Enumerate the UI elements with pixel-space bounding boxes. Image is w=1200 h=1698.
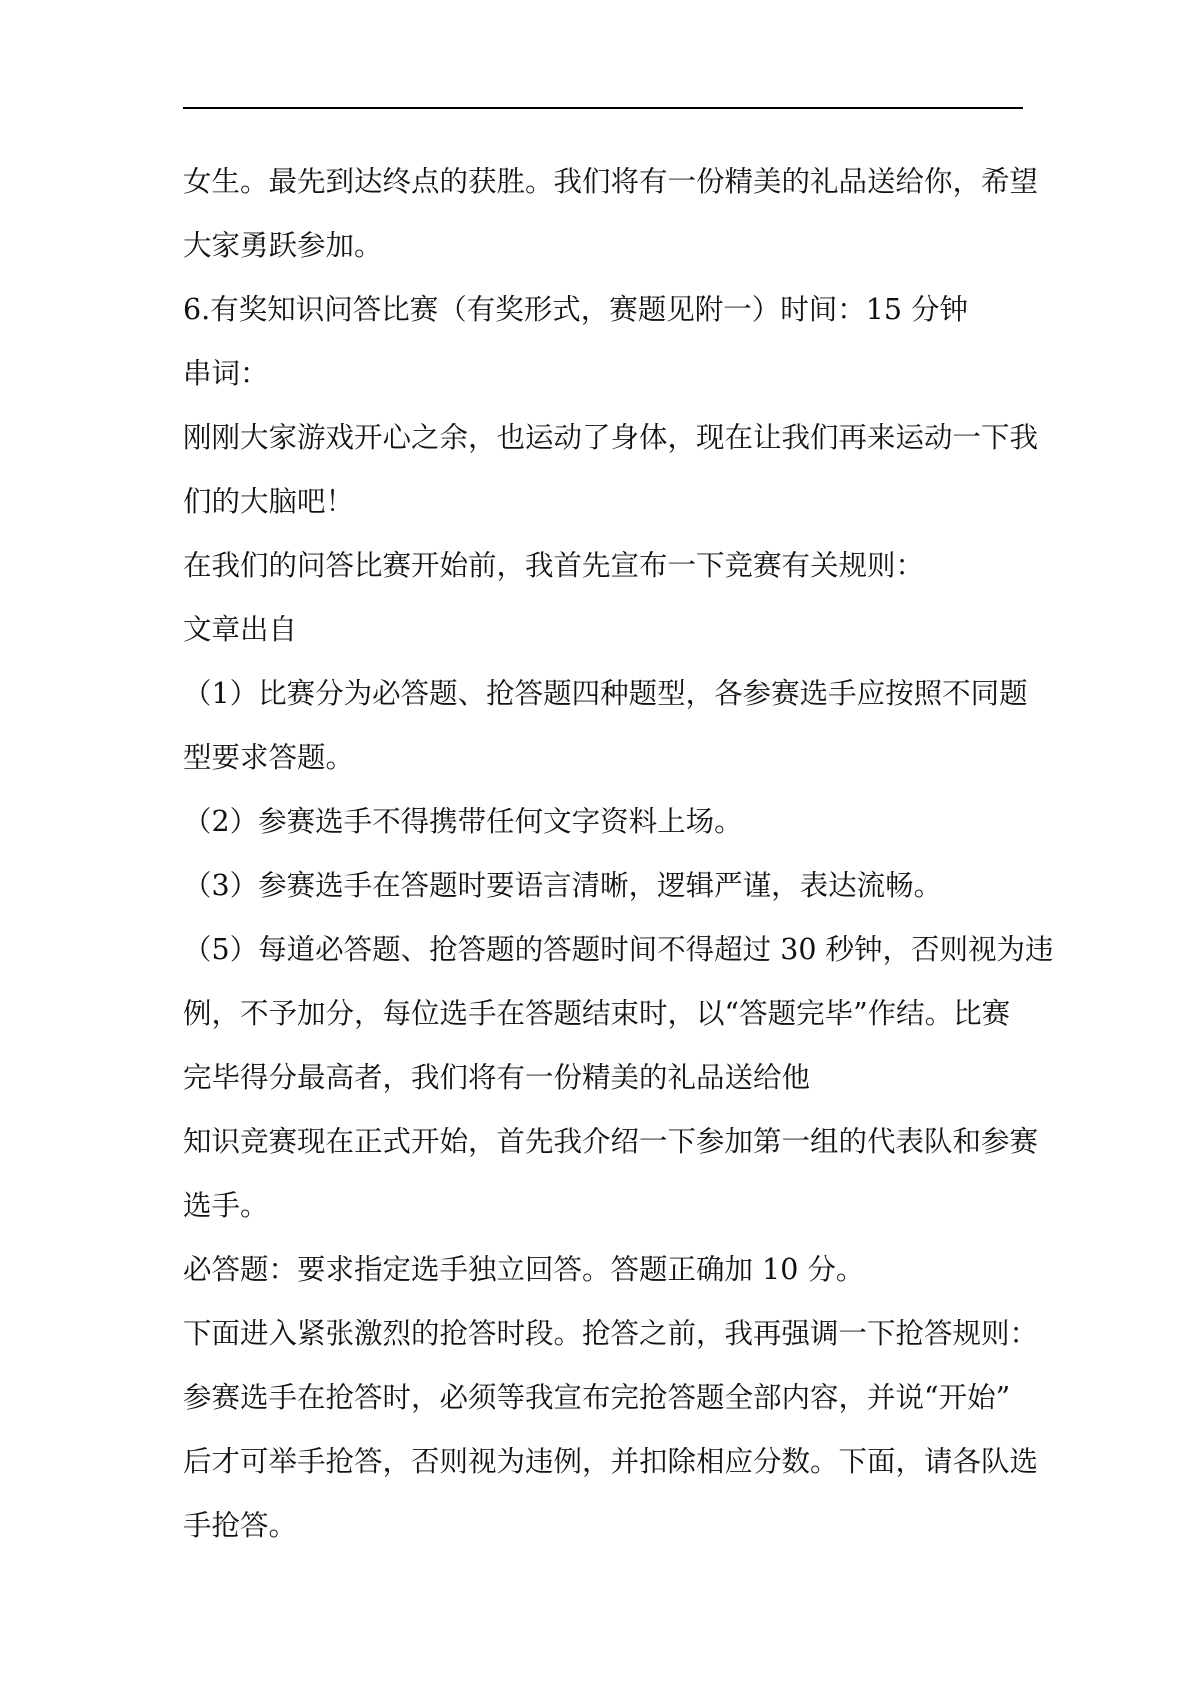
paragraph-line: 文章出自 [183, 613, 298, 646]
rule-item: 例，不予加分，每位选手在答题结束时，以“答题完毕”作结。比赛 [183, 997, 1011, 1030]
section-heading: 6.有奖知识问答比赛（有奖形式，赛题见附一）时间：15 分钟 [183, 293, 969, 326]
paragraph-line: 后才可举手抢答，否则视为违例，并扣除相应分数。下面，请各队选 [183, 1445, 1039, 1478]
paragraph-line: 刚刚大家游戏开心之余，也运动了身体，现在让我们再来运动一下我 [183, 421, 1039, 454]
rule-item: （3）参赛选手在答题时要语言清晰，逻辑严谨，表达流畅。 [183, 869, 943, 902]
paragraph-line: 女生。最先到达终点的获胜。我们将有一份精美的礼品送给你，希望 [183, 165, 1039, 198]
paragraph-line: 们的大脑吧！ [183, 485, 355, 518]
paragraph-line: 参赛选手在抢答时，必须等我宣布完抢答题全部内容，并说“开始” [183, 1381, 1011, 1414]
paragraph-line: 必答题：要求指定选手独立回答。答题正确加 10 分。 [183, 1253, 865, 1286]
paragraph-line: 下面进入紧张激烈的抢答时段。抢答之前，我再强调一下抢答规则： [183, 1317, 1039, 1350]
rule-item: （2）参赛选手不得携带任何文字资料上场。 [183, 805, 743, 838]
paragraph-line: 大家勇跃参加。 [183, 229, 383, 262]
rule-item: （5）每道必答题、抢答题的答题时间不得超过 30 秒钟，否则视为违 [183, 933, 1054, 966]
rule-item: （1）比赛分为必答题、抢答题四种题型，各参赛选手应按照不同题 [183, 677, 1028, 710]
document-body [183, 150, 1054, 1558]
paragraph-line: 知识竞赛现在正式开始，首先我介绍一下参加第一组的代表队和参赛 [183, 1125, 1039, 1158]
paragraph-line: 串词： [183, 357, 269, 390]
rule-item: 型要求答题。 [183, 741, 355, 774]
header-rule [183, 107, 1023, 109]
paragraph-line: 在我们的问答比赛开始前，我首先宣布一下竞赛有关规则： [183, 549, 925, 582]
paragraph-line: 选手。 [183, 1189, 269, 1222]
rule-item: 完毕得分最高者，我们将有一份精美的礼品送给他 [183, 1061, 811, 1094]
paragraph-line: 手抢答。 [183, 1509, 298, 1542]
